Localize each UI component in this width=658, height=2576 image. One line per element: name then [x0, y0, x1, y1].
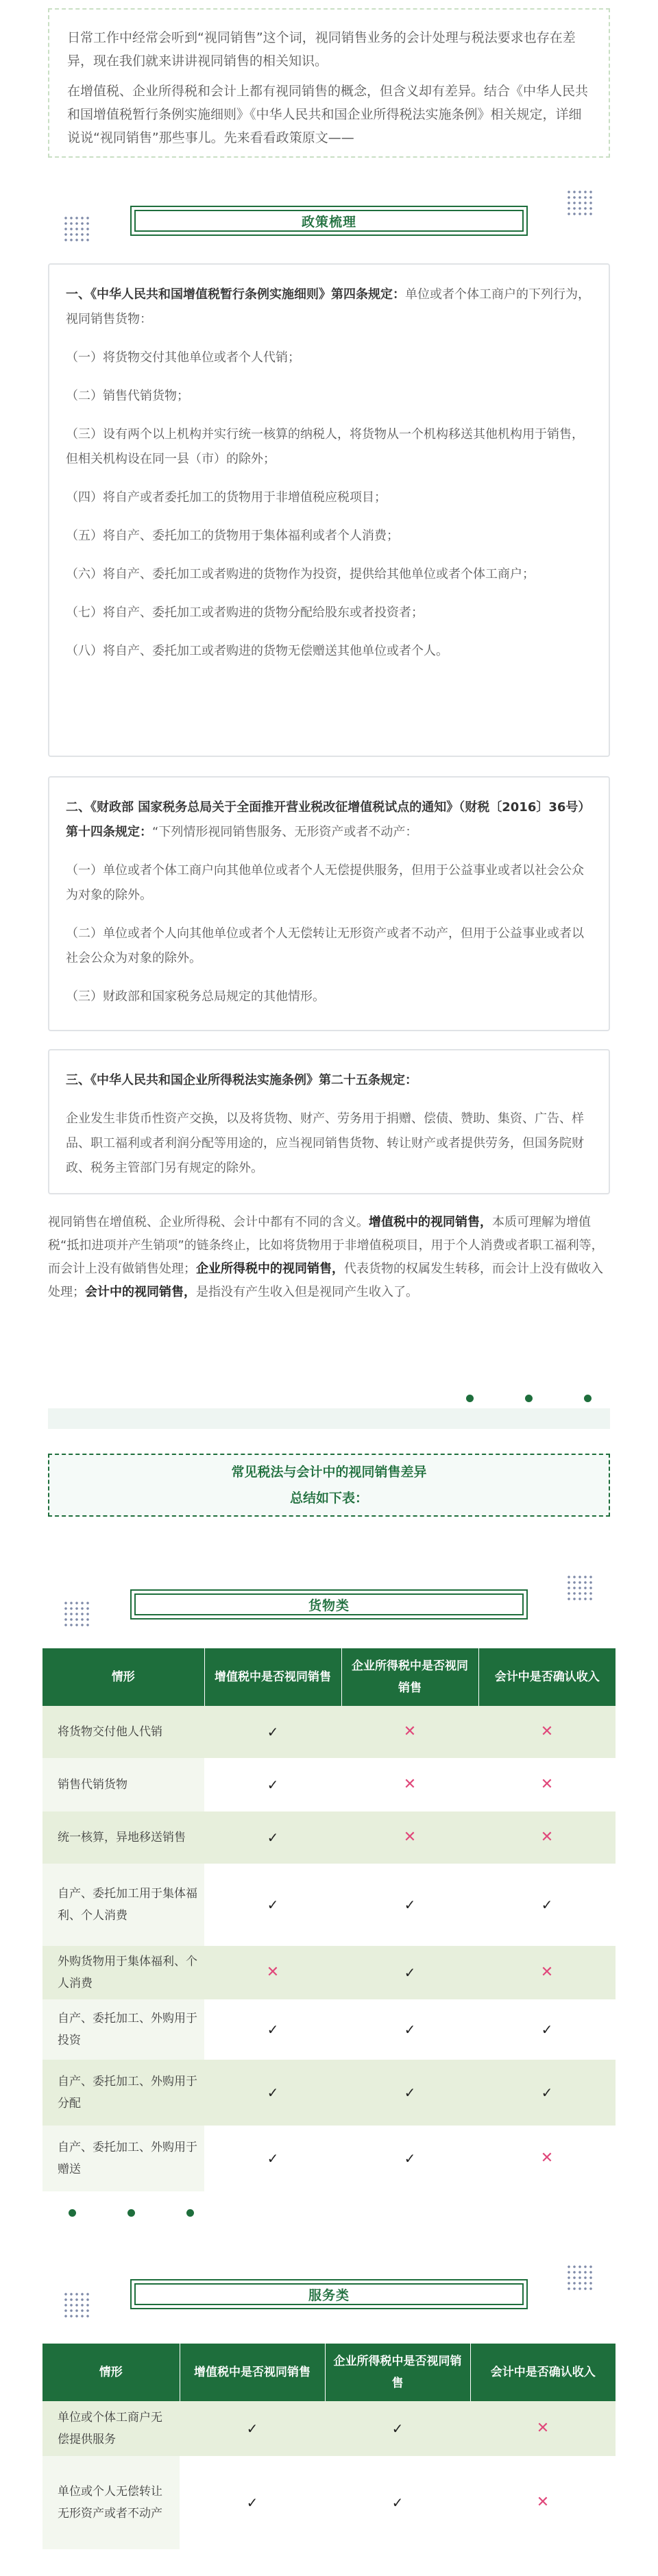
check-icon: ✓	[325, 2456, 470, 2549]
dots-decoration	[566, 189, 594, 217]
green-dot	[69, 2209, 76, 2217]
check-icon: ✓	[204, 2060, 341, 2126]
section-title-policy: 政策梳理	[130, 206, 528, 236]
policy-intro: 单位或者个体工商户的下列行为，视同销售货物：	[66, 287, 590, 326]
check-icon: ✓	[341, 2060, 478, 2126]
policy-item: （二）销售代销货物；	[66, 389, 189, 403]
check-icon: ✓	[341, 2126, 478, 2191]
cross-icon: ✕	[478, 1946, 616, 1999]
policy-item: （八）将自产、委托加工或者购进的货物无偿赠送其他单位或者个人。	[66, 644, 448, 658]
green-dot	[186, 2209, 194, 2217]
row-label: 自产、委托加工用于集体福利、个人消费	[42, 1864, 204, 1946]
policy-heading: 一、《中华人民共和国增值税暂行条例实施细则》第四条规定：	[66, 287, 405, 302]
table-header: 企业所得税中是否视同销售	[341, 1648, 478, 1706]
table-header: 会计中是否确认收入	[478, 1648, 616, 1706]
check-icon: ✓	[341, 1999, 478, 2060]
row-label: 将货物交付他人代销	[42, 1706, 204, 1758]
summary-paragraph: 视同销售在增值税、企业所得税、会计中都有不同的含义。增值税中的视同销售，本质可理解为增值税“抵扣进项并产生销项”的链条终止，比如将货物用于非增值税项目，用于个人消费或者职工福利等，而会计上没有做销售处理；企业所得税中的视同销售，代表货物的权属发生转移，而会计上没有做收入处理；会计中的视同销售，是指没有产生收入但是视同产生收入了。	[48, 1215, 604, 1299]
policy-item: （三）设有两个以上机构并实行统一核算的纳税人，将货物从一个机构移送其他机构用于销售，但相关机构设在同一县（市）的除外；	[66, 427, 584, 466]
policy-item: （五）将自产、委托加工的货物用于集体福利或者个人消费；	[66, 529, 399, 543]
intro-paragraph: 日常工作中经常会听到“视同销售”这个词，视同销售业务的会计处理与税法要求也存在差异，现在我们就来讲讲视同销售的相关知识。	[67, 30, 576, 69]
check-icon: ✓	[204, 1758, 341, 1811]
section-title-goods: 货物类	[130, 1589, 528, 1620]
policy-heading: 三、《中华人民共和国企业所得税法实施条例》第二十五条规定：	[66, 1073, 417, 1087]
cross-icon: ✕	[478, 1758, 616, 1811]
check-icon: ✓	[180, 2456, 325, 2549]
goods-table	[42, 1648, 616, 2191]
policy-card-3	[48, 1049, 610, 1194]
cross-icon: ✕	[341, 1811, 478, 1864]
cross-icon: ✕	[341, 1706, 478, 1758]
policy-text: 企业发生非货币性资产交换，以及将货物、财产、劳务用于捐赠、偿债、赞助、集资、广告、样品、职工福利或者利润分配等用途的，应当视同销售货物、转让财产或者提供劳务，但国务院财政、税务主管部门另有规定的除外。	[66, 1111, 584, 1175]
difference-box	[48, 1454, 610, 1517]
policy-item: （四）将自产或者委托加工的货物用于非增值税应税项目；	[66, 490, 387, 505]
dots-decoration	[63, 1600, 90, 1628]
intro-paragraph: 在增值税、企业所得税和会计上都有视同销售的概念，但含义却有差异。结合《中华人民共和国增值税暂行条例实施细则》《中华人民共和国企业所得税法实施条例》相关规定，详细说说“视同销售”那些事儿。先来看看政策原文——	[67, 84, 589, 145]
green-dot	[584, 1395, 592, 1402]
table-header: 情形	[42, 2344, 180, 2401]
table-row	[42, 1758, 616, 1811]
row-label: 自产、委托加工、外购用于投资	[42, 1999, 204, 2060]
dots-decoration	[63, 215, 90, 243]
policy-item: （三）财政部和国家税务总局规定的其他情形。	[66, 989, 325, 1004]
table-row	[42, 1706, 616, 1758]
policy-card-1	[48, 263, 610, 757]
check-icon: ✓	[204, 1811, 341, 1864]
cross-icon: ✕	[470, 2456, 616, 2549]
intro-box	[48, 8, 610, 158]
table-header: 企业所得税中是否视同销售	[325, 2344, 470, 2401]
check-icon: ✓	[478, 1864, 616, 1946]
cross-icon: ✕	[478, 1706, 616, 1758]
section-title-services: 服务类	[130, 2279, 528, 2309]
row-label: 统一核算，异地移送销售	[42, 1811, 204, 1864]
difference-subtitle: 总结如下表：	[289, 1491, 368, 1506]
check-icon: ✓	[341, 1864, 478, 1946]
table-row	[42, 1811, 616, 1864]
table-row	[42, 1999, 616, 2060]
table-header: 增值税中是否视同销售	[180, 2344, 325, 2401]
row-label: 单位或个人无偿转让无形资产或者不动产	[42, 2456, 180, 2549]
dots-decoration	[566, 2264, 594, 2291]
cross-icon: ✕	[470, 2401, 616, 2456]
cross-icon: ✕	[341, 1758, 478, 1811]
divider-bar	[48, 1408, 610, 1429]
green-dot	[127, 2209, 135, 2217]
policy-item: （二）单位或者个人向其他单位或者个人无偿转让无形资产或者不动产，但用于公益事业或者以社会公众为对象的除外。	[66, 926, 584, 965]
policy-item: （六）将自产、委托加工或者购进的货物作为投资，提供给其他单位或者个体工商户；	[66, 567, 535, 581]
check-icon: ✓	[204, 1864, 341, 1946]
policy-heading: 二、《财政部 国家税务总局关于全面推开营业税改征增值税试点的通知》（财税〔2016〕36号）第十四条规定：	[66, 800, 591, 839]
green-dot	[466, 1395, 474, 1402]
dots-decoration	[63, 2291, 90, 2319]
dots-decoration	[566, 1574, 594, 1602]
check-icon: ✓	[204, 1999, 341, 2060]
table-row	[42, 2060, 616, 2126]
check-icon: ✓	[325, 2401, 470, 2456]
row-label: 单位或个体工商户无偿提供服务	[42, 2401, 180, 2456]
cross-icon: ✕	[204, 1946, 341, 1999]
table-row	[42, 2456, 616, 2549]
policy-card-2	[48, 776, 610, 1031]
policy-item: （七）将自产、委托加工或者购进的货物分配给股东或者投资者；	[66, 605, 424, 620]
cross-icon: ✕	[478, 1811, 616, 1864]
policy-item: （一）将货物交付其他单位或者个人代销；	[66, 350, 300, 365]
table-row	[42, 1946, 616, 1999]
policy-intro: “下列情形视同销售服务、无形资产或者不动产：	[152, 825, 418, 839]
table-header: 增值税中是否视同销售	[204, 1648, 341, 1706]
row-label: 销售代销货物	[42, 1758, 204, 1811]
row-label: 自产、委托加工、外购用于分配	[42, 2060, 204, 2126]
table-row	[42, 2126, 616, 2191]
row-label: 自产、委托加工、外购用于赠送	[42, 2126, 204, 2191]
services-table	[42, 2344, 616, 2549]
check-icon: ✓	[180, 2401, 325, 2456]
table-row	[42, 2401, 616, 2456]
check-icon: ✓	[204, 1706, 341, 1758]
check-icon: ✓	[478, 2060, 616, 2126]
table-row	[42, 1864, 616, 1946]
row-label: 外购货物用于集体福利、个人消费	[42, 1946, 204, 1999]
table-header: 会计中是否确认收入	[470, 2344, 616, 2401]
cross-icon: ✕	[478, 2126, 616, 2191]
difference-title: 常见税法与会计中的视同销售差异	[231, 1465, 427, 1480]
check-icon: ✓	[204, 2126, 341, 2191]
policy-item: （一）单位或者个体工商户向其他单位或者个人无偿提供服务，但用于公益事业或者以社会公众为对象的除外。	[66, 863, 584, 902]
table-header: 情形	[42, 1648, 204, 1706]
check-icon: ✓	[341, 1946, 478, 1999]
check-icon: ✓	[478, 1999, 616, 2060]
green-dot	[525, 1395, 533, 1402]
